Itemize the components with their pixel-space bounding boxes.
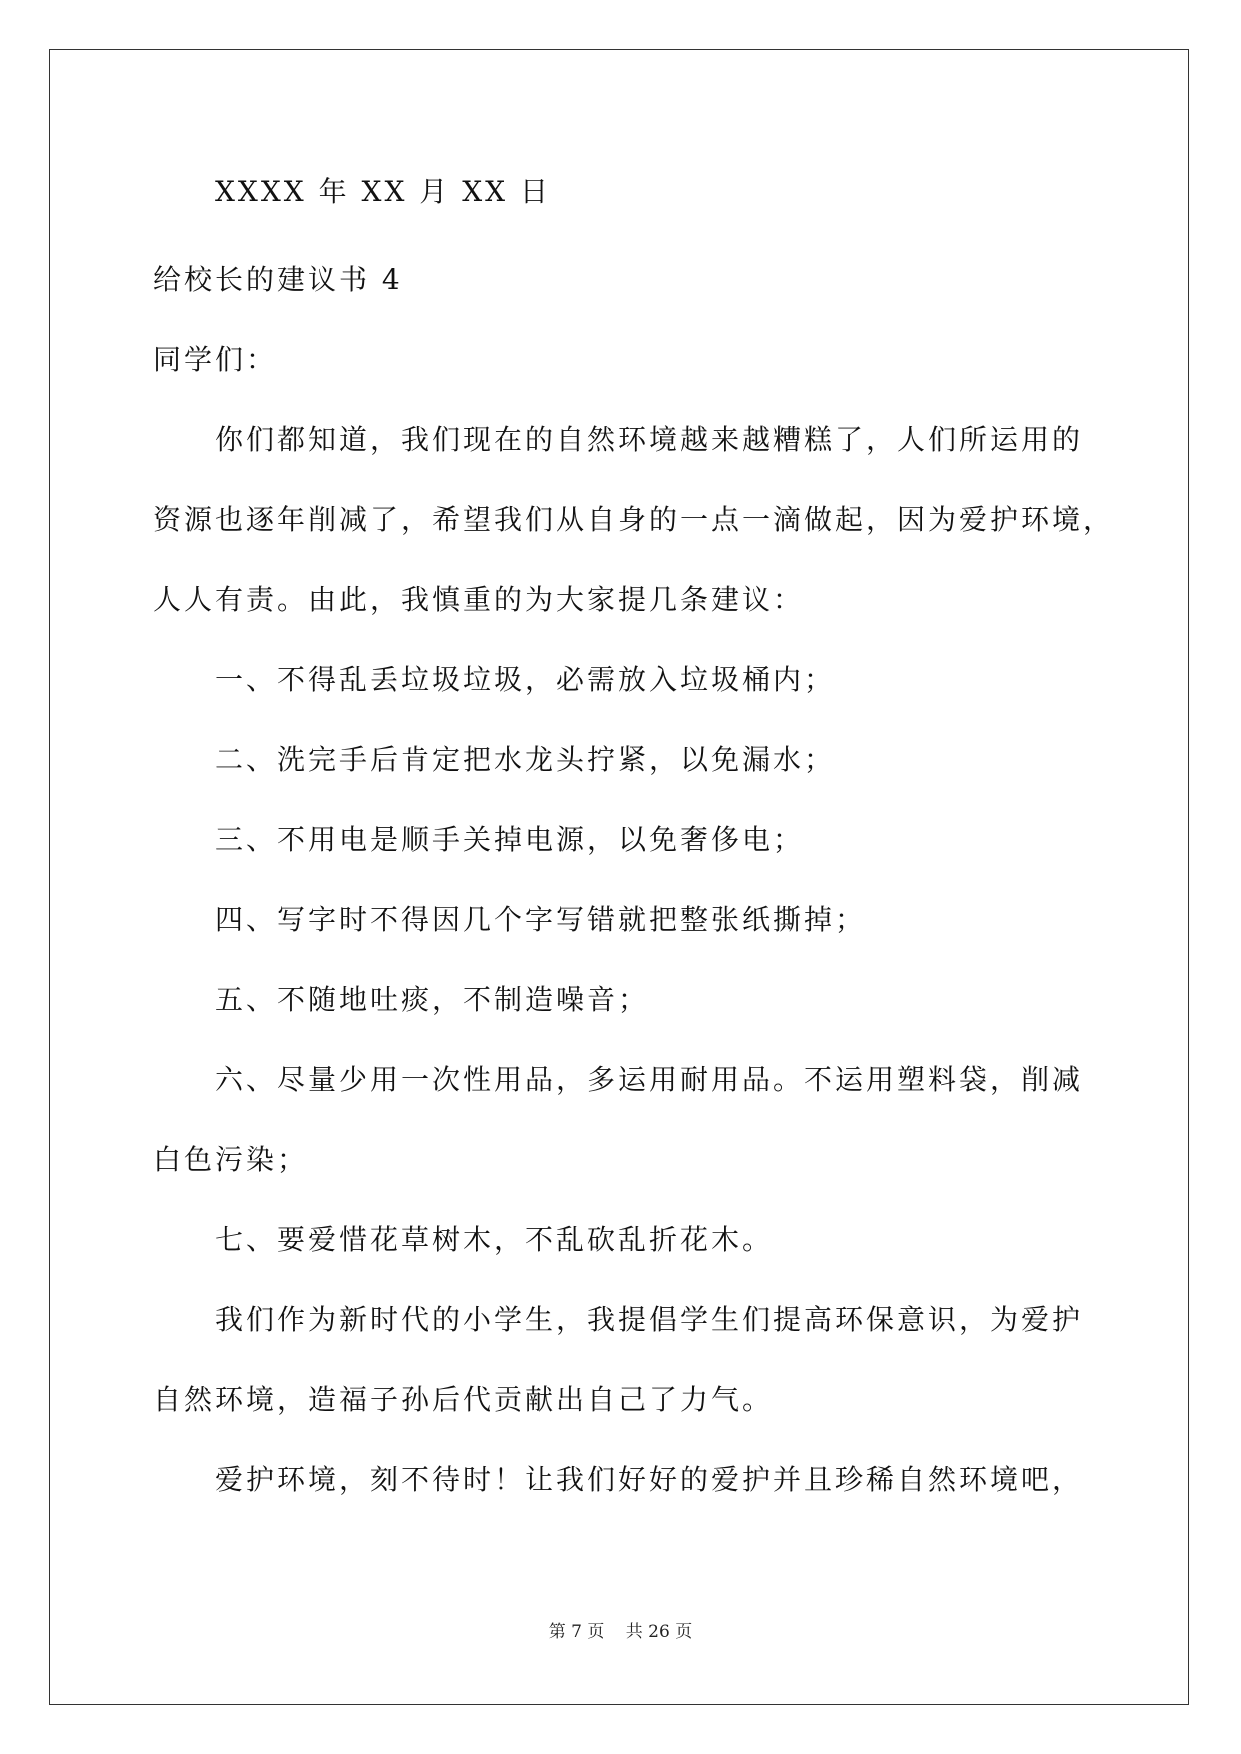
date-line: XXXX 年 XX 月 XX 日 <box>215 175 551 208</box>
suggestion-item-continued: 白色污染； <box>153 1143 309 1176</box>
suggestion-item: 六、尽量少用一次性用品，多运用耐用品。不运用塑料袋，削减 <box>215 1063 1084 1096</box>
paragraph-line: 我们作为新时代的小学生，我提倡学生们提高环保意识，为爱护 <box>215 1303 1084 1336</box>
page-number: 第 7 页 <box>548 1622 605 1642</box>
suggestion-item: 二、洗完手后肯定把水龙头拧紧，以免漏水； <box>215 743 836 776</box>
paragraph-line: 资源也逐年削减了，希望我们从自身的一点一滴做起，因为爱护环境， <box>153 503 1115 536</box>
suggestion-item: 四、写字时不得因几个字写错就把整张纸撕掉； <box>215 903 867 936</box>
salutation: 同学们： <box>153 343 278 376</box>
suggestion-item: 三、不用电是顺手关掉电源，以免奢侈电； <box>215 823 805 856</box>
suggestion-item: 五、不随地吐痰，不制造噪音； <box>215 983 650 1016</box>
suggestion-item: 七、要爱惜花草树木，不乱砍乱折花木。 <box>215 1223 774 1256</box>
suggestion-item: 一、不得乱丢垃圾垃圾，必需放入垃圾桶内； <box>215 663 836 696</box>
document-body <box>153 168 1115 1520</box>
page-total: 共 26 页 <box>625 1622 693 1642</box>
paragraph-line: 你们都知道，我们现在的自然环境越来越糟糕了，人们所运用的 <box>215 423 1084 456</box>
paragraph-line: 自然环境，造福子孙后代贡献出自己了力气。 <box>153 1383 774 1416</box>
document-title: 给校长的建议书 4 <box>153 263 403 296</box>
paragraph-line: 爱护环境，刻不待时！让我们好好的爱护并且珍稀自然环境吧， <box>215 1463 1084 1496</box>
page-footer <box>0 1617 1241 1642</box>
paragraph-line: 人人有责。由此，我慎重的为大家提几条建议： <box>153 583 805 616</box>
